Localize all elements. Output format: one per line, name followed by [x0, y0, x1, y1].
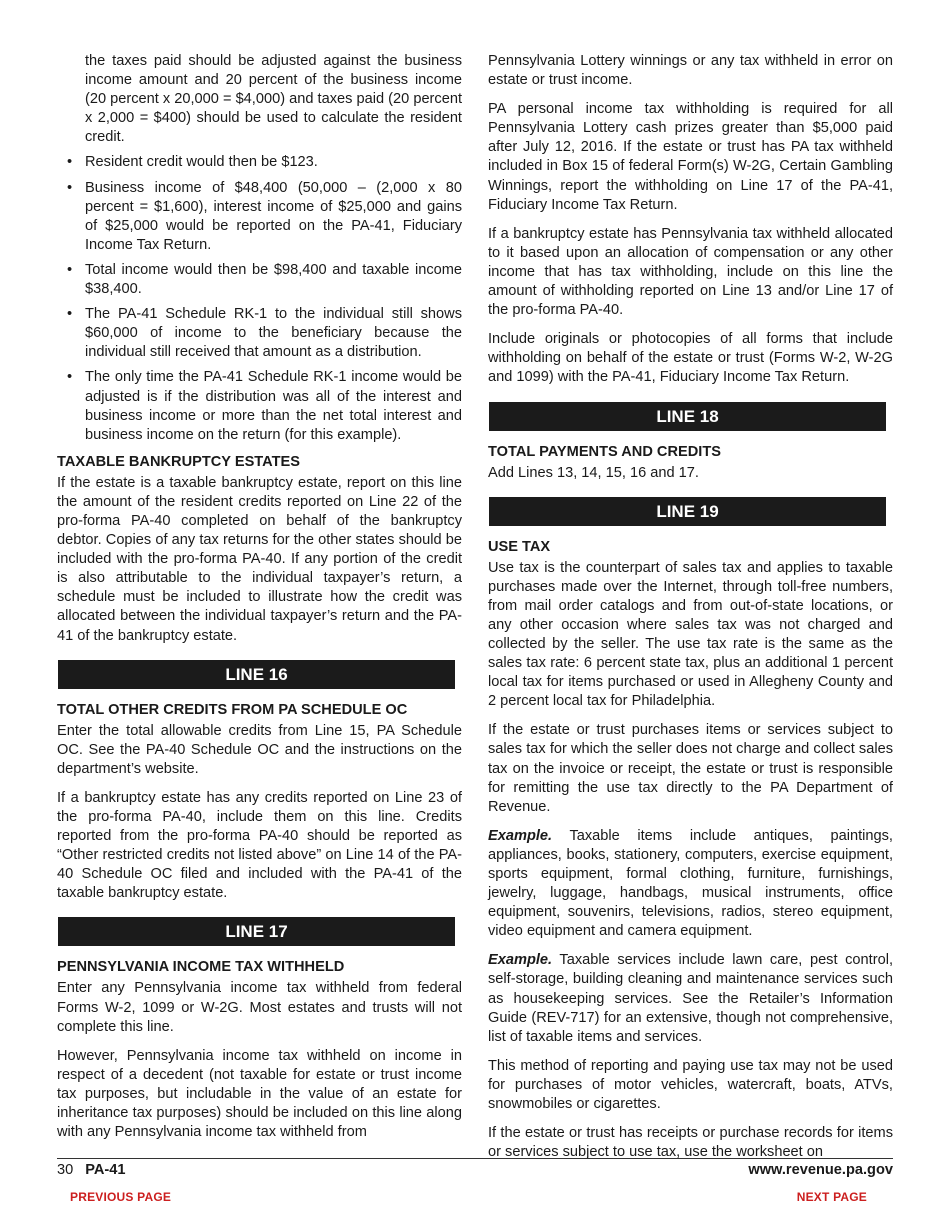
- line-19-heading: USE TAX: [488, 538, 551, 555]
- bankruptcy-paragraph: If the estate is a taxable bankruptcy estate, report on this line the amount of the resident credits reported on Line 22 of the pro-forma PA-40 completed on behalf of the bankruptcy debtor. Copies of any tax returns for the other states should be included with the pro-forma PA-40. If any portion of the credit is also attributable to the individual taxpayer’s return, a schedule must be included to illustrate how the credit was allocated between the individual taxpayer’s return and the PA-41 of the bankruptcy estate.: [57, 474, 462, 644]
- line-16-paragraph: Enter the total allowable credits from Line 15, PA Schedule OC. See the PA-40 Schedule OC and the instructions on the department’s website.: [57, 722, 462, 777]
- example-label: Example.: [488, 827, 553, 844]
- bankruptcy-heading: TAXABLE BANKRUPTCY ESTATES: [57, 453, 300, 470]
- example-paragraph: [488, 951, 893, 1046]
- footer-page-info: [57, 1162, 126, 1178]
- line-19-paragraph: If the estate or trust purchases items or services subject to sales tax for which the seller does not charge and collect sales tax on the invoice or receipt, the estate or trust is responsible for remitting the use tax directly to the PA Department of Revenue.: [488, 722, 893, 815]
- bullet-item: • Total income would then be $98,400 and taxable income $38,400.: [57, 261, 462, 299]
- bullet-item: • The only time the PA-41 Schedule RK-1 income would be adjusted is if the distribution was all of the interest and business income or more than the net total interest and business income on the return (for this example).: [57, 368, 462, 444]
- line-17-paragraph: However, Pennsylvania income tax withheld on income in respect of a decedent (not taxable for estate or trust income tax purposes, but includable in the value of an estate for inheritance tax purposes) should be included on this line along with any Pennsylvania income tax withheld from: [57, 1047, 462, 1141]
- line-17-heading: PENNSYLVANIA INCOME TAX WITHHELD: [57, 959, 345, 976]
- next-page-link[interactable]: NEXT PAGE: [796, 1190, 867, 1204]
- example-paragraph: [488, 827, 893, 942]
- right-column: [488, 52, 893, 1172]
- line-19-paragraph: Use tax is the counterpart of sales tax and applies to taxable purchases made over the Internet, through toll-free numbers, from mail order catalogs and from out-of-state locations, or any other occasion where sales tax was not charged and collected by the seller. The use tax rate is the same as the sales tax rate: 6 percent state tax, plus an additional 1 percent local tax for items purchased or used in Allegheny County and 2 percent local tax for Philadelphia.: [488, 559, 893, 710]
- form-name: PA-41: [85, 1162, 126, 1178]
- left-column: [57, 52, 462, 1152]
- line-19-bar: LINE 19: [489, 497, 886, 526]
- page-number: 30: [57, 1162, 74, 1178]
- footer-website[interactable]: www.revenue.pa.gov: [748, 1162, 893, 1178]
- bullet-item: • The PA-41 Schedule RK-1 to the individual still shows $60,000 of income to the beneficiary because the individual still received that amount as a distribution.: [57, 305, 462, 362]
- bullet-item: • Business income of $48,400 (50,000 – (2,000 x 80 percent = $1,600), interest income of $25,000 and gains of $25,000 would be reported on the PA-41, Fiduciary Income Tax Return.: [57, 179, 462, 255]
- continuation-paragraph: Pennsylvania Lottery winnings or any tax withheld in error on estate or trust income.: [488, 53, 893, 89]
- line-16-heading: TOTAL OTHER CREDITS FROM PA SCHEDULE OC: [57, 701, 408, 718]
- line-16-paragraph: If a bankruptcy estate has any credits reported on Line 23 of the pro-forma PA-40, include them on this line. Credits reported from the pro-forma PA-40 should be reported as “Other restricted credits not listed above” on Line 14 of the PA-40 Schedule OC filed and included with the PA-41 of the taxable bankruptcy estate.: [57, 789, 462, 902]
- originals-paragraph: Include originals or photocopies of all forms that include withholding on behalf of the estate or trust (Forms W-2, W-2G and 1099) with the PA-41, Fiduciary Income Tax Return.: [488, 331, 893, 386]
- footer-divider: [57, 1158, 893, 1159]
- line-17-bar: LINE 17: [58, 917, 455, 946]
- line-16-bar: LINE 16: [58, 660, 455, 689]
- bankruptcy-withholding-paragraph: If a bankruptcy estate has Pennsylvania tax withheld allocated to it based upon an allocation of compensation or any other income that has tax withholding, include on this line the amount of withholding reported on Line 13 and/or Line 17 of the pro-forma PA-40.: [488, 225, 893, 319]
- example-label: Example.: [488, 952, 553, 969]
- line-18-heading: TOTAL PAYMENTS AND CREDITS: [488, 443, 721, 460]
- bullet-item: • Resident credit would then be $123.: [57, 153, 462, 172]
- example-continuation-list: [57, 52, 462, 445]
- withholding-paragraph: PA personal income tax withholding is required for all Pennsylvania Lottery cash prizes greater than $5,000 paid after July 12, 2016. If the estate or trust has PA tax withheld included in Box 15 of federal Form(s) W-2G, Certain Gambling Winnings, report the withholding on Line 17 of the PA-41, Fiduciary Income Tax Return.: [488, 101, 893, 213]
- previous-page-link[interactable]: PREVIOUS PAGE: [70, 1190, 172, 1204]
- line-19-paragraph: This method of reporting and paying use tax may not be used for purchases of motor vehicles, watercraft, boats, ATVs, snowmobiles or cigarettes.: [488, 1057, 893, 1113]
- line-17-paragraph: Enter any Pennsylvania income tax withheld from federal Forms W-2, 1099 or W-2G. Most estates and trusts will not complete this line.: [57, 980, 462, 1035]
- line-18-paragraph: Add Lines 13, 14, 15, 16 and 17.: [488, 464, 699, 481]
- continuation-text: the taxes paid should be adjusted against the business income amount and 20 percent of the business income (20 percent x 20,000 = $4,000) and taxes paid (20 percent x 2,000 = $400) should be used to calculate the resident credit.: [85, 53, 462, 146]
- example-text: Taxable services include lawn care, pest control, self-storage, building cleaning and maintenance services such as housekeeping services. See the Retailer’s Information Guide (REV-717) for an extensive, though not comprehensive, list of taxable items and services.: [488, 952, 893, 1045]
- line-18-bar: LINE 18: [489, 402, 886, 431]
- line-19-paragraph: If the estate or trust has receipts or purchase records for items or services subject to use tax, use the worksheet on: [488, 1125, 893, 1161]
- example-text: Taxable items include antiques, paintings, appliances, books, stationery, computers, exercise equipment, sports equipment, formal clothing, furniture, furnishings, jewelry, luggage, handbags, musical instruments, office equipment, souvenirs, televisions, radios, stereo equipment, video equipment and camera equipment.: [488, 827, 893, 940]
